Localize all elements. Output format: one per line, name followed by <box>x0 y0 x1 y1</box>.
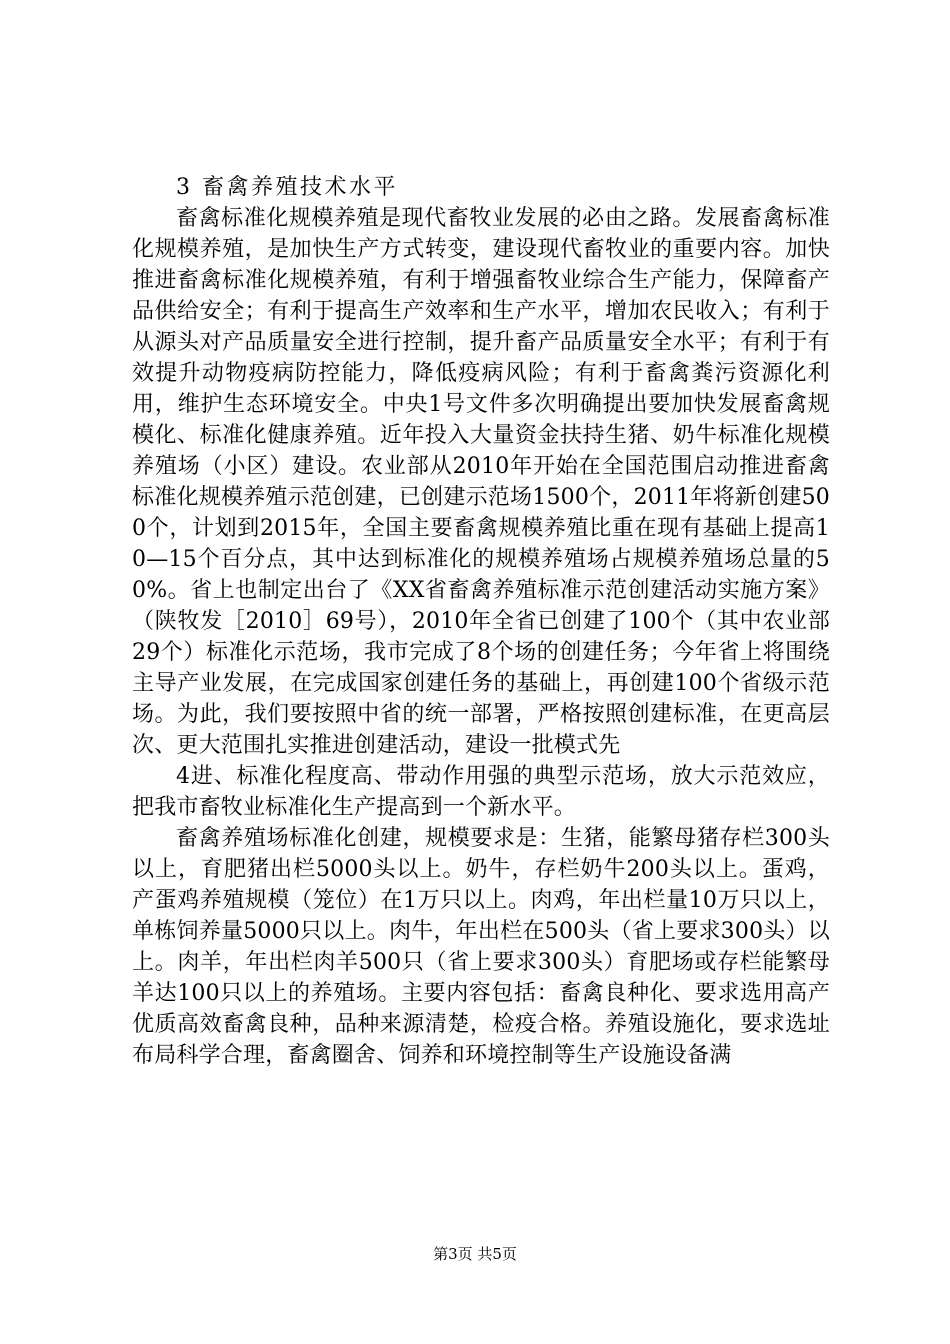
page-footer: 第3页 共5页 <box>433 1245 517 1263</box>
paragraph-2: 4进、标准化程度高、带动作用强的典型示范场，放大示范效应，把我市畜牧业标准化生产提高到一个新水平。 <box>132 764 830 820</box>
document-body <box>132 172 830 1071</box>
paragraph-3: 畜禽养殖场标准化创建，规模要求是：生猪，能繁母猪存栏300头以上，育肥猪出栏5000头以上。奶牛，存栏奶牛200头以上。蛋鸡，产蛋鸡养殖规模（笼位）在1万只以上。肉鸡，年出栏量10万只以上，单栋饲养量5000只以上。肉牛，年出栏在500头（省上要求300头）以上。肉羊，年出栏肉羊500只（省上要求300头）育肥场或存栏能繁母羊达100只以上的养殖场。主要内容包括：畜禽良种化、要求选用高产优质高效畜禽良种，品种来源清楚，检疫合格。养殖设施化，要求选址布局科学合理，畜禽圈舍、饲养和环境控制等生产设施设备满 <box>132 826 830 1068</box>
section-heading: 3 畜禽养殖技术水平 <box>176 175 398 200</box>
paragraph-1: 畜禽标准化规模养殖是现代畜牧业发展的必由之路。发展畜禽标准化规模养殖，是加快生产方式转变，建设现代畜牧业的重要内容。加快推进畜禽标准化规模养殖，有利于增强畜牧业综合生产能力，保障畜产品供给安全；有利于提高生产效率和生产水平，增加农民收入；有利于从源头对产品质量安全进行控制，提升畜产品质量安全水平；有利于有效提升动物疫病防控能力，降低疫病风险；有利于畜禽粪污资源化利用，维护生态环境安全。中央1号文件多次明确提出要加快发展畜禽规模化、标准化健康养殖。近年投入大量资金扶持生猪、奶牛标准化规模养殖场（小区）建设。农业部从2010年开始在全国范围启动推进畜禽标准化规模养殖示范创建，已创建示范场1500个，2011年将新创建500个，计划到2015年，全国主要畜禽规模养殖比重在现有基础上提高10—15个百分点，其中达到标准化的规模养殖场占规模养殖场总量的50%。省上也制定出台了《XX省畜禽养殖标准示范创建活动实施方案》（陕牧发［2010］69号），2010年全省已创建了100个（其中农业部29个）标准化示范场，我市完成了8个场的创建任务；今年省上将围绕主导产业发展，在完成国家创建任务的基础上，再创建100个省级示范场。为此，我们要按照中省的统一部署，严格按照创建标准，在更高层次、更大范围扎实推进创建活动，建设一批模式先 <box>132 206 830 758</box>
